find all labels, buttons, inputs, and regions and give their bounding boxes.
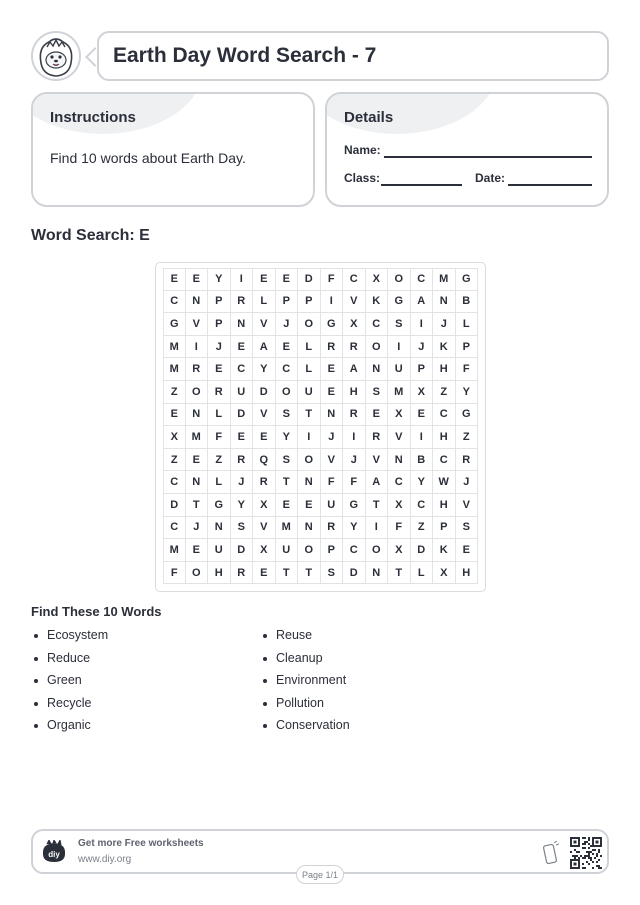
grid-cell: X	[433, 562, 456, 585]
instructions-heading: Instructions	[50, 109, 136, 126]
grid-cell: C	[163, 471, 186, 494]
instructions-text: Find 10 words about Earth Day.	[50, 150, 246, 166]
grid-cell: J	[321, 426, 344, 449]
grid-cell: S	[321, 562, 344, 585]
class-field[interactable]	[381, 184, 462, 186]
instructions-card	[31, 92, 315, 207]
grid-cell: L	[208, 471, 231, 494]
grid-cell: E	[276, 268, 299, 291]
grid-cell: R	[253, 471, 276, 494]
grid-cell: Z	[456, 426, 479, 449]
grid-cell: T	[366, 494, 389, 517]
grid-cell: R	[231, 562, 254, 585]
grid-cell: P	[208, 313, 231, 336]
grid-cell: P	[456, 336, 479, 359]
qr-code-icon[interactable]	[570, 837, 602, 869]
grid-cell: G	[208, 494, 231, 517]
grid-cell: R	[343, 336, 366, 359]
name-label: Name:	[344, 143, 381, 157]
grid-cell: N	[186, 404, 209, 427]
grid-cell: V	[343, 291, 366, 314]
grid-cell: M	[163, 336, 186, 359]
grid-cell: G	[163, 313, 186, 336]
grid-cell: U	[276, 539, 299, 562]
grid-cell: G	[456, 404, 479, 427]
grid-cell: M	[433, 268, 456, 291]
grid-cell: C	[433, 449, 456, 472]
grid-cell: C	[343, 539, 366, 562]
grid-cell: J	[343, 449, 366, 472]
grid-cell: L	[298, 336, 321, 359]
grid-cell: E	[163, 404, 186, 427]
grid-cell: X	[388, 539, 411, 562]
grid-cell: R	[343, 404, 366, 427]
date-label: Date:	[475, 171, 506, 185]
grid-cell: O	[366, 539, 389, 562]
letter-grid	[163, 268, 478, 584]
grid-cell: R	[186, 358, 209, 381]
grid-cell: Y	[208, 268, 231, 291]
grid-cell: L	[298, 358, 321, 381]
grid-cell: N	[186, 471, 209, 494]
grid-cell: P	[321, 539, 344, 562]
grid-cell: C	[163, 517, 186, 540]
grid-cell: N	[208, 517, 231, 540]
list-item: Environment	[260, 672, 350, 695]
grid-cell: S	[388, 313, 411, 336]
grid-cell: R	[321, 336, 344, 359]
grid-cell: E	[456, 539, 479, 562]
grid-cell: F	[321, 268, 344, 291]
grid-cell: E	[366, 404, 389, 427]
grid-cell: T	[298, 404, 321, 427]
grid-cell: J	[433, 313, 456, 336]
grid-cell: X	[366, 268, 389, 291]
grid-cell: R	[208, 381, 231, 404]
list-item: Green	[31, 672, 108, 695]
grid-cell: E	[321, 358, 344, 381]
grid-cell: V	[253, 313, 276, 336]
grid-cell: R	[231, 449, 254, 472]
grid-cell: E	[253, 426, 276, 449]
grid-cell: I	[411, 313, 434, 336]
grid-cell: M	[163, 539, 186, 562]
grid-cell: X	[411, 381, 434, 404]
grid-cell: C	[366, 313, 389, 336]
grid-cell: X	[388, 494, 411, 517]
grid-cell: Z	[163, 381, 186, 404]
grid-cell: J	[411, 336, 434, 359]
grid-cell: U	[208, 539, 231, 562]
grid-cell: I	[321, 291, 344, 314]
yeti-mascot-icon	[33, 33, 79, 79]
grid-cell: I	[231, 268, 254, 291]
grid-cell: F	[343, 471, 366, 494]
grid-cell: E	[186, 268, 209, 291]
grid-cell: D	[231, 404, 254, 427]
grid-cell: K	[433, 539, 456, 562]
grid-cell: F	[208, 426, 231, 449]
grid-cell: E	[321, 381, 344, 404]
grid-cell: I	[388, 336, 411, 359]
grid-cell: B	[456, 291, 479, 314]
grid-cell: D	[231, 539, 254, 562]
grid-cell: Z	[433, 381, 456, 404]
date-field[interactable]	[508, 184, 592, 186]
grid-cell: F	[388, 517, 411, 540]
grid-cell: I	[298, 426, 321, 449]
grid-cell: J	[456, 471, 479, 494]
grid-cell: M	[186, 426, 209, 449]
details-heading: Details	[344, 109, 394, 126]
grid-cell: U	[298, 381, 321, 404]
grid-cell: D	[343, 562, 366, 585]
grid-cell: C	[163, 291, 186, 314]
grid-cell: E	[231, 336, 254, 359]
grid-cell: A	[343, 358, 366, 381]
page-number: Page 1/1	[296, 865, 344, 884]
grid-cell: T	[186, 494, 209, 517]
grid-cell: E	[186, 539, 209, 562]
grid-cell: U	[321, 494, 344, 517]
grid-cell: X	[253, 494, 276, 517]
grid-cell: J	[276, 313, 299, 336]
name-field[interactable]	[384, 156, 592, 158]
grid-cell: W	[433, 471, 456, 494]
word-list-title: Find These 10 Words	[31, 604, 162, 619]
grid-cell: R	[456, 449, 479, 472]
list-item: Pollution	[260, 695, 350, 718]
grid-cell: O	[388, 268, 411, 291]
grid-cell: J	[208, 336, 231, 359]
grid-cell: D	[411, 539, 434, 562]
grid-cell: N	[366, 562, 389, 585]
grid-cell: C	[343, 268, 366, 291]
grid-cell: A	[366, 471, 389, 494]
grid-cell: R	[321, 517, 344, 540]
list-item: Reuse	[260, 627, 350, 650]
grid-cell: G	[388, 291, 411, 314]
grid-cell: A	[253, 336, 276, 359]
grid-cell: Y	[411, 471, 434, 494]
svg-text:diy: diy	[48, 850, 60, 859]
grid-cell: R	[231, 291, 254, 314]
class-label: Class:	[344, 171, 381, 185]
grid-cell: L	[456, 313, 479, 336]
grid-cell: A	[411, 291, 434, 314]
grid-cell: L	[208, 404, 231, 427]
grid-cell: P	[276, 291, 299, 314]
details-card	[325, 92, 609, 207]
list-item: Recycle	[31, 695, 108, 718]
grid-cell: X	[163, 426, 186, 449]
grid-cell: N	[433, 291, 456, 314]
footer-url[interactable]: www.diy.org	[78, 854, 132, 865]
grid-cell: N	[298, 517, 321, 540]
list-item: Conservation	[260, 717, 350, 740]
grid-cell: C	[411, 268, 434, 291]
grid-cell: Y	[343, 517, 366, 540]
grid-cell: Z	[411, 517, 434, 540]
grid-cell: Y	[231, 494, 254, 517]
grid-cell: F	[456, 358, 479, 381]
grid-cell: C	[231, 358, 254, 381]
grid-cell: E	[163, 268, 186, 291]
grid-cell: T	[276, 562, 299, 585]
grid-cell: S	[276, 449, 299, 472]
diy-logo-icon	[41, 840, 67, 864]
footer-promo: Get more Free worksheets	[78, 838, 204, 849]
grid-cell: E	[298, 494, 321, 517]
grid-cell: M	[163, 358, 186, 381]
grid-cell: C	[276, 358, 299, 381]
grid-cell: N	[231, 313, 254, 336]
grid-cell: H	[343, 381, 366, 404]
grid-cell: V	[456, 494, 479, 517]
grid-cell: K	[433, 336, 456, 359]
grid-cell: V	[388, 426, 411, 449]
word-list-left	[31, 627, 108, 740]
grid-cell: D	[298, 268, 321, 291]
list-item: Organic	[31, 717, 108, 740]
grid-cell: E	[411, 404, 434, 427]
grid-cell: V	[253, 404, 276, 427]
grid-cell: Y	[253, 358, 276, 381]
grid-cell: S	[276, 404, 299, 427]
grid-cell: H	[456, 562, 479, 585]
grid-cell: X	[388, 404, 411, 427]
grid-cell: E	[231, 426, 254, 449]
grid-cell: G	[456, 268, 479, 291]
phone-icon	[543, 841, 559, 865]
grid-cell: P	[298, 291, 321, 314]
grid-cell: E	[253, 268, 276, 291]
grid-cell: Z	[208, 449, 231, 472]
grid-cell: I	[366, 517, 389, 540]
grid-cell: E	[276, 336, 299, 359]
grid-cell: U	[231, 381, 254, 404]
grid-cell: H	[433, 426, 456, 449]
word-search-panel	[155, 262, 486, 592]
grid-cell: E	[208, 358, 231, 381]
grid-cell: O	[186, 381, 209, 404]
grid-cell: R	[366, 426, 389, 449]
grid-cell: D	[163, 494, 186, 517]
grid-cell: K	[366, 291, 389, 314]
grid-cell: B	[411, 449, 434, 472]
grid-cell: F	[163, 562, 186, 585]
grid-cell: X	[253, 539, 276, 562]
grid-cell: O	[366, 336, 389, 359]
puzzle-title: Word Search: E	[31, 227, 150, 244]
grid-cell: I	[343, 426, 366, 449]
list-item: Ecosystem	[31, 627, 108, 650]
grid-cell: C	[411, 494, 434, 517]
grid-cell: X	[343, 313, 366, 336]
grid-cell: F	[321, 471, 344, 494]
grid-cell: O	[276, 381, 299, 404]
page-title: Earth Day Word Search - 7	[113, 44, 377, 67]
grid-cell: T	[276, 471, 299, 494]
grid-cell: V	[321, 449, 344, 472]
grid-cell: E	[276, 494, 299, 517]
grid-cell: P	[433, 517, 456, 540]
grid-cell: Y	[456, 381, 479, 404]
grid-cell: L	[411, 562, 434, 585]
grid-cell: N	[388, 449, 411, 472]
grid-cell: O	[298, 539, 321, 562]
grid-cell: T	[388, 562, 411, 585]
grid-cell: I	[411, 426, 434, 449]
grid-cell: H	[433, 358, 456, 381]
grid-cell: Q	[253, 449, 276, 472]
list-item: Cleanup	[260, 650, 350, 673]
word-list-right	[260, 627, 350, 740]
grid-cell: J	[186, 517, 209, 540]
grid-cell: S	[366, 381, 389, 404]
grid-cell: H	[433, 494, 456, 517]
grid-cell: S	[231, 517, 254, 540]
grid-cell: N	[186, 291, 209, 314]
grid-cell: Y	[276, 426, 299, 449]
grid-cell: N	[366, 358, 389, 381]
grid-cell: V	[253, 517, 276, 540]
grid-cell: M	[388, 381, 411, 404]
grid-cell: D	[253, 381, 276, 404]
grid-cell: L	[253, 291, 276, 314]
grid-cell: C	[433, 404, 456, 427]
grid-cell: G	[343, 494, 366, 517]
grid-cell: N	[321, 404, 344, 427]
grid-cell: T	[298, 562, 321, 585]
grid-cell: G	[321, 313, 344, 336]
grid-cell: O	[298, 449, 321, 472]
mascot-avatar	[31, 31, 81, 81]
grid-cell: U	[388, 358, 411, 381]
grid-cell: E	[253, 562, 276, 585]
grid-cell: V	[186, 313, 209, 336]
title-bubble	[97, 31, 609, 81]
grid-cell: P	[411, 358, 434, 381]
grid-cell: I	[186, 336, 209, 359]
grid-cell: H	[208, 562, 231, 585]
grid-cell: E	[186, 449, 209, 472]
grid-cell: S	[456, 517, 479, 540]
grid-cell: J	[231, 471, 254, 494]
grid-cell: N	[298, 471, 321, 494]
grid-cell: O	[298, 313, 321, 336]
grid-cell: Z	[163, 449, 186, 472]
grid-cell: O	[186, 562, 209, 585]
grid-cell: P	[208, 291, 231, 314]
grid-cell: C	[388, 471, 411, 494]
grid-cell: V	[366, 449, 389, 472]
list-item: Reduce	[31, 650, 108, 673]
grid-cell: M	[276, 517, 299, 540]
